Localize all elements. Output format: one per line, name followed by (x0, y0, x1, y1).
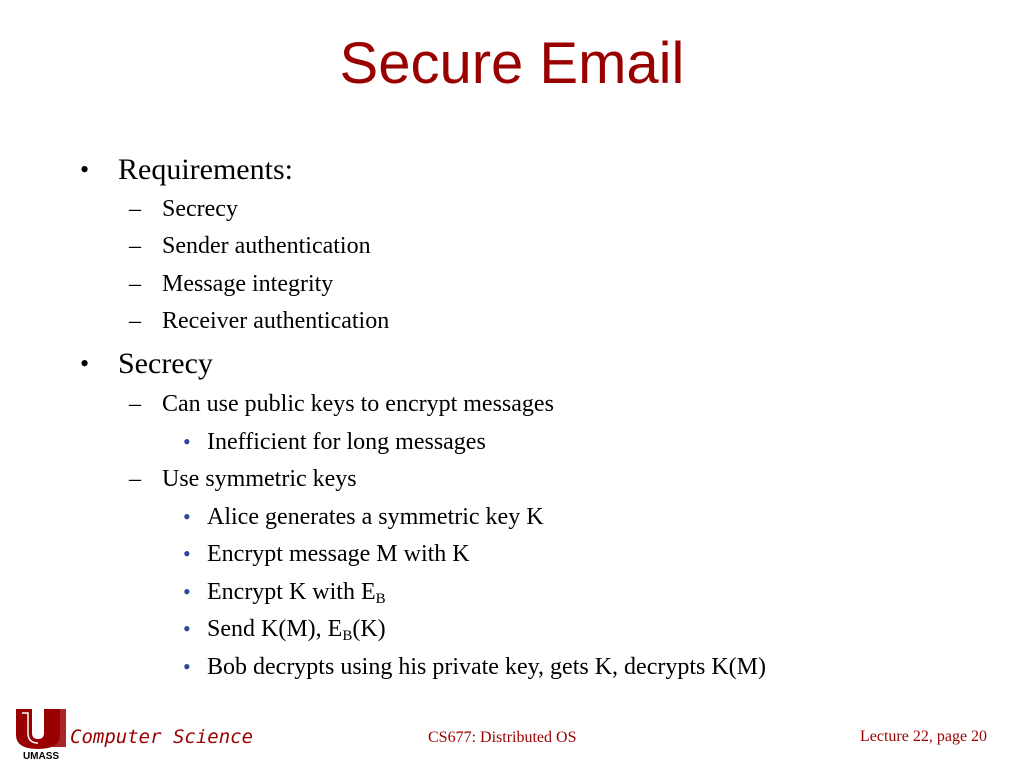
subscript: B (375, 591, 386, 607)
bullet-requirements: Requirements: (118, 153, 293, 186)
dash-marker: – (129, 271, 141, 297)
sub-bullet-marker: • (183, 579, 191, 604)
sub-bullet-item (207, 614, 386, 644)
dash-marker: – (129, 391, 141, 417)
secrecy-option: Can use public keys to encrypt messages (162, 391, 554, 417)
bullet-secrecy: Secrecy (118, 347, 213, 380)
secrecy-option: Use symmetric keys (162, 466, 357, 492)
requirement-item: Secrecy (162, 196, 238, 222)
requirement-item: Message integrity (162, 271, 334, 297)
sub-bullet-marker: • (183, 616, 191, 641)
dash-marker: – (129, 196, 141, 222)
dash-marker: – (129, 233, 141, 259)
text-segment: Encrypt K with E (207, 579, 376, 605)
sub-bullet-marker: • (183, 429, 191, 454)
footer-department: Computer Science (70, 726, 254, 748)
sub-bullet-marker: • (183, 654, 191, 679)
logo-text: UMASS (22, 751, 60, 761)
umass-logo (14, 705, 68, 761)
bullet-marker: • (80, 349, 90, 378)
requirement-item: Receiver authentication (162, 308, 390, 334)
sub-bullet-marker: • (183, 504, 191, 529)
dash-marker: – (129, 466, 141, 492)
text-segment: (K) (352, 616, 386, 642)
dash-marker: – (129, 308, 141, 334)
slide-title: Secure Email (339, 31, 685, 96)
requirement-item: Sender authentication (162, 233, 371, 259)
footer-course: CS677: Distributed OS (428, 729, 577, 746)
sub-bullet-item: Encrypt message M with K (207, 541, 470, 567)
sub-bullet-item: Inefficient for long messages (207, 429, 486, 455)
sub-bullet-item: Alice generates a symmetric key K (207, 504, 544, 530)
footer-page-number: Lecture 22, page 20 (860, 728, 988, 745)
subscript: B (342, 628, 353, 644)
bullet-marker: • (80, 155, 90, 184)
sub-bullet-marker: • (183, 541, 191, 566)
sub-bullet-item (207, 577, 386, 607)
text-segment: Send K(M), E (207, 616, 343, 642)
sub-bullet-item: Bob decrypts using his private key, gets K, decrypts K(M) (207, 654, 767, 680)
